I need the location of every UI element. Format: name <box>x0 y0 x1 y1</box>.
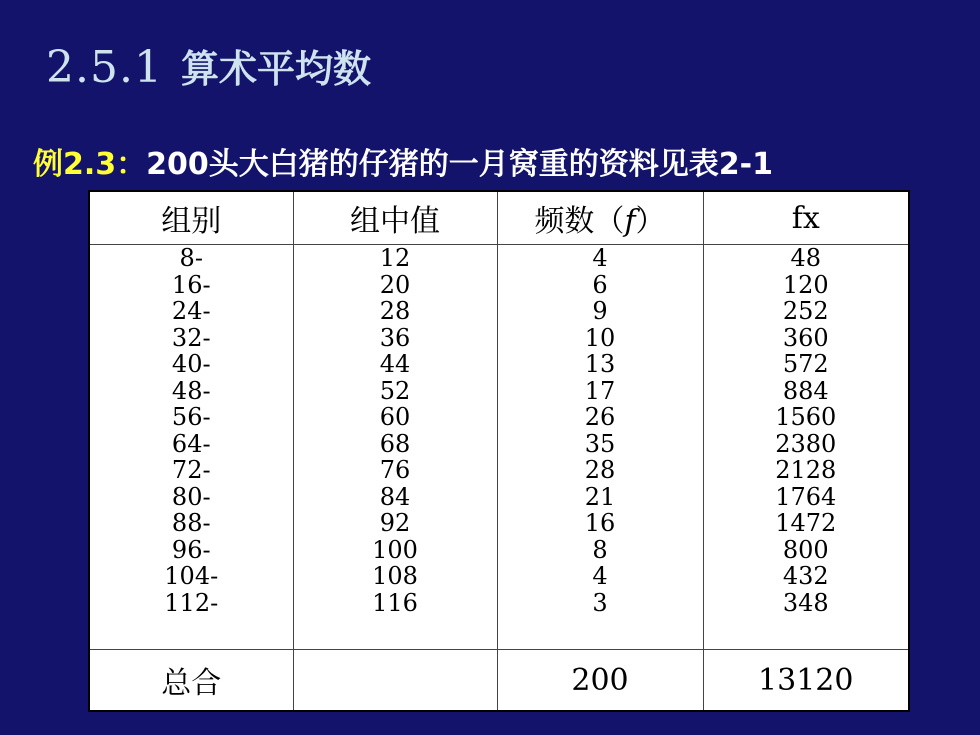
table-cell: 76 <box>379 456 411 484</box>
table-cell: 108 <box>372 562 418 590</box>
table-cell: 17 <box>584 376 616 405</box>
table-cell: 21 <box>584 482 616 511</box>
table-cell: 348 <box>782 588 829 617</box>
table-cell: 24- <box>171 297 211 325</box>
table-cell: 84 <box>379 482 411 511</box>
table-cell: 4 <box>592 562 608 590</box>
table-cell: 96- <box>171 535 211 564</box>
table-cell: 252 <box>782 297 829 325</box>
total-midpoint <box>293 650 497 712</box>
slide-title <box>46 38 371 99</box>
frequency-table <box>88 190 910 712</box>
table-cell: 9 <box>592 297 608 325</box>
frequency-column <box>497 245 703 650</box>
table-cell: 8 <box>592 535 608 564</box>
header-fx: fx <box>703 191 909 245</box>
example-text: 200头大白猪的仔猪的一月窝重的资料见表2-1 <box>146 147 773 182</box>
table-cell: 432 <box>782 562 829 590</box>
table-cell: 40- <box>171 350 211 378</box>
table-total-row <box>89 650 909 712</box>
table-cell: 32- <box>171 323 211 352</box>
table-cell: 60 <box>379 403 411 431</box>
table-cell: 35 <box>584 429 616 458</box>
table-cell: 80- <box>171 482 211 511</box>
header-frequency-symbol: f <box>624 204 636 239</box>
table-cell: 2380 <box>775 429 837 458</box>
table-cell: 16- <box>171 270 211 299</box>
header-frequency-label: 频数（ <box>534 204 625 239</box>
table-body-row <box>89 245 909 650</box>
table-cell: 13 <box>584 350 616 378</box>
table-cell: 1560 <box>775 403 837 431</box>
table-cell: 64- <box>171 429 211 458</box>
table-cell: 48- <box>171 376 211 405</box>
total-fx: 13120 <box>703 650 909 712</box>
header-midpoint: 组中值 <box>293 191 497 245</box>
group-column <box>89 245 293 650</box>
table-cell: 12 <box>379 244 411 272</box>
total-frequency: 200 <box>497 650 703 712</box>
table-cell: 52 <box>379 376 411 405</box>
table-cell: 26 <box>584 403 616 431</box>
example-caption <box>33 142 773 188</box>
table-cell: 44 <box>379 350 411 378</box>
table-header-row <box>89 191 909 245</box>
table-cell: 120 <box>782 270 829 299</box>
example-label: 例2.3： <box>33 147 147 182</box>
table-cell: 68 <box>379 429 411 458</box>
table-cell: 112- <box>164 588 219 617</box>
table-cell: 1764 <box>775 482 837 511</box>
table-cell: 572 <box>782 350 829 378</box>
table-cell: 10 <box>584 323 616 352</box>
table-cell: 72- <box>171 456 211 484</box>
table-cell: 6 <box>592 270 608 299</box>
midpoint-column <box>293 245 497 650</box>
table-cell: 28 <box>379 297 411 325</box>
total-label: 总合 <box>89 650 293 712</box>
table-cell: 48 <box>790 244 822 272</box>
section-number: 2.5.1 <box>46 42 163 93</box>
table-cell: 36 <box>379 323 411 352</box>
table-cell: 4 <box>592 244 608 272</box>
table-cell: 2128 <box>775 456 837 484</box>
table-cell: 800 <box>782 535 829 564</box>
header-frequency-close: ） <box>635 204 666 239</box>
table-cell: 3 <box>592 588 608 617</box>
table-cell: 8- <box>179 244 203 272</box>
table-cell: 116 <box>372 588 418 617</box>
header-group: 组别 <box>89 191 293 245</box>
table-cell: 20 <box>379 270 411 299</box>
table-cell: 88- <box>171 509 211 537</box>
table-cell: 16 <box>584 509 616 537</box>
table-cell: 56- <box>171 403 211 431</box>
table-cell: 92 <box>379 509 411 537</box>
table-cell: 100 <box>372 535 418 564</box>
section-title: 算术平均数 <box>180 47 371 91</box>
table-cell: 1472 <box>775 509 837 537</box>
table-cell: 884 <box>782 376 829 405</box>
fx-column <box>703 245 909 650</box>
table-cell: 104- <box>164 562 219 590</box>
table-cell: 28 <box>584 456 616 484</box>
header-frequency <box>497 191 703 245</box>
table-cell: 360 <box>782 323 829 352</box>
